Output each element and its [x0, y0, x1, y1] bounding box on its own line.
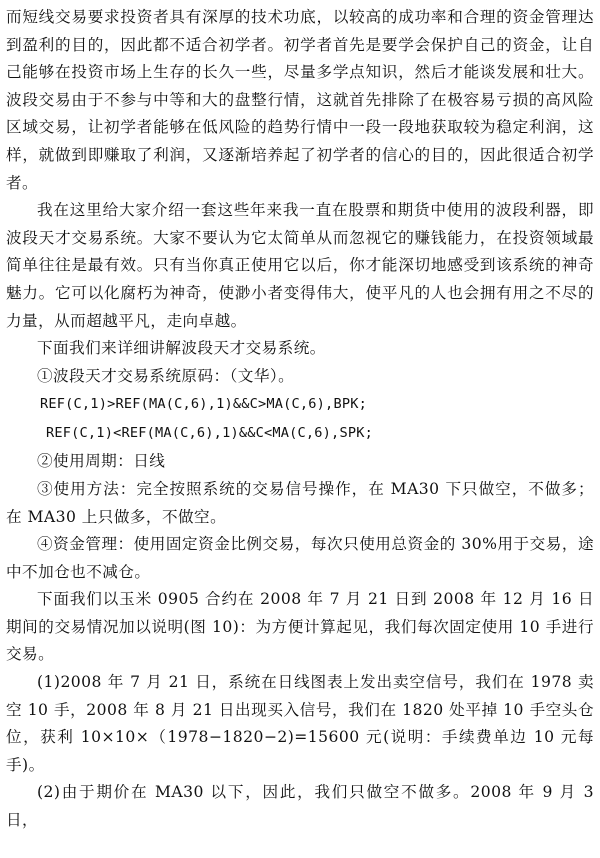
list-item-usage: ③使用方法：完全按照系统的交易信号操作，在 MA30 下只做空，不做多；在 MA30 上只做多，不做空。 — [6, 479, 594, 526]
paragraph-trade-1: (1)2008 年 7 月 21 日，系统在日线图表上发出卖空信号，我们在 1978 卖空 10 手，2008 年 8 月 21 日出现买入信号，我们在 1820 处平掉 10 手空头仓位，获利 10×10×（1978−1820−2)=15600 元(说明：手续费单边 10 元每手)。 — [6, 673, 594, 774]
list-item-source-code-heading: ①波段天才交易系统原码：（文华）。 — [37, 366, 295, 385]
code-line-buy-rule: REF(C,1)>REF(MA(C,6),1)&&C>MA(C,6),BPK; — [40, 396, 367, 413]
list-item-period: ②使用周期：日线 — [37, 452, 166, 471]
paragraph-intro-continuation: 而短线交易要求投资者具有深厚的技术功底，以较高的成功率和合理的资金管理达到盈利的目的，因此都不适合初学者。初学者首先是要学会保护自己的资金，让自己能够在投资市场上生存的长久一些，尽量多学点知识，然后才能谈发展和壮大。波段交易由于不参与中等和大的盘整行情，这就首先排除了在极容易亏损的高风险区域交易，让初学者能够在低风险的趋势行情中一段一段地获取较为稳定利润，这样，就做到即赚取了利润，又逐渐培养起了初学者的信心的目的，因此很适合初学者。 — [6, 8, 594, 192]
list-item-money-management: ④资金管理：使用固定资金比例交易，每次只使用总资金的 30%用于交易，途中不加仓也不减仓。 — [6, 535, 594, 581]
paragraph-example-intro: 下面我们以玉米 0905 合约在 2008 年 7 月 21 日到 2008 年 12 月 16 日期间的交易情况加以说明(图 10)：为方便计算起见，我们每次固定使用 10 手进行交易。 — [6, 590, 594, 664]
code-line-sell-rule: REF(C,1)<REF(MA(C,6),1)&&C<MA(C,6),SPK; — [46, 425, 373, 442]
paragraph-section-lead: 下面我们来详细讲解波段天才交易系统。 — [37, 339, 326, 358]
paragraph-system-introduction: 我在这里给大家介绍一套这些年来我一直在股票和期货中使用的波段利器，即波段天才交易系统。大家不要认为它太简单从而忽视它的赚钱能力，在投资领域最简单往往是最有效。只有当你真正使用它以后，你才能深切地感受到该系统的神奇魅力。它可以化腐朽为神奇，使渺小者变得伟大，使平凡的人也会拥有用之不尽的力量，从而超越平凡，走向卓越。 — [6, 201, 594, 330]
paragraph-trade-2: (2)由于期价在 MA30 以下，因此，我们只做空不做多。2008 年 9 月 3 日， — [6, 783, 594, 830]
